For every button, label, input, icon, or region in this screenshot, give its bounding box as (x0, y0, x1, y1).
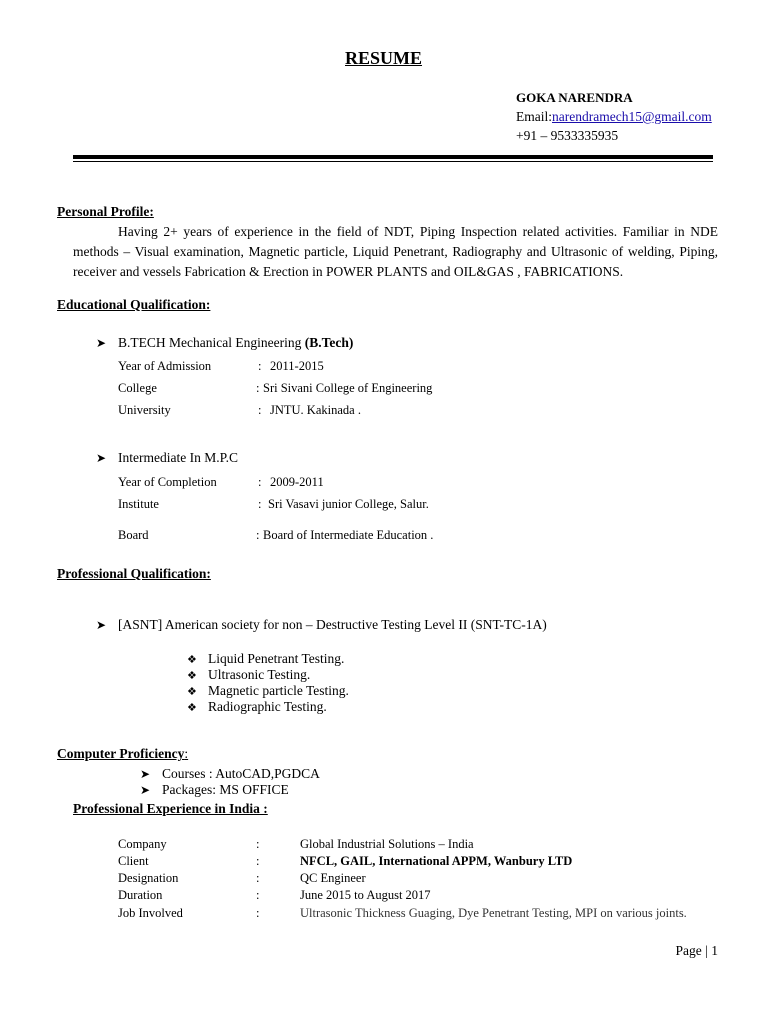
edu-row-sep: : (258, 403, 262, 417)
degree2-title: Intermediate In M.P.C (118, 450, 238, 465)
exp-row-label: Company (118, 837, 167, 851)
test-item (187, 651, 344, 667)
edu-row-sep: : (258, 475, 262, 489)
page-title: RESUME (345, 48, 423, 68)
packages-item (140, 782, 289, 798)
degree1-title-abbr: (B.Tech) (304, 335, 354, 350)
diamond-bullet-icon: ❖ (187, 702, 197, 714)
arrow-bullet-icon: ➤ (96, 618, 107, 632)
edu-row-label: Board (118, 528, 149, 542)
test-item (187, 667, 310, 683)
test-item (187, 699, 327, 715)
courses-text: Courses : AutoCAD,PGDCA (162, 766, 320, 781)
test-label: Liquid Penetrant Testing. (208, 651, 345, 666)
exp-row-sep: : (256, 837, 260, 851)
email-label: Email: (516, 109, 552, 124)
exp-row-value: NFCL, GAIL, International APPM, Wanbury LTD (300, 854, 573, 868)
education-heading: Educational Qualification: (57, 297, 211, 312)
exp-row-value: Ultrasonic Thickness Guaging, Dye Penetrant Testing, MPI on various joints. (300, 906, 687, 920)
arrow-bullet-icon: ➤ (140, 783, 151, 797)
exp-row-sep: : (256, 871, 260, 885)
test-item (187, 683, 349, 699)
edu-row-value: Board of Intermediate Education . (263, 528, 434, 542)
courses-item (140, 766, 320, 782)
edu-row-sep: : (258, 359, 262, 373)
header-divider-thick (73, 155, 713, 159)
edu-row-label: Institute (118, 497, 159, 511)
edu-row-value: Sri Sivani College of Engineering (263, 381, 433, 395)
diamond-bullet-icon: ❖ (187, 654, 197, 666)
arrow-bullet-icon: ➤ (96, 451, 107, 465)
edu-row-sep: : (256, 381, 260, 395)
candidate-name: GOKA NARENDRA (516, 90, 633, 105)
test-label: Ultrasonic Testing. (208, 667, 311, 682)
edu-row-sep: : (258, 497, 262, 511)
edu-row-label: University (118, 403, 171, 417)
page-number: Page | 1 (675, 943, 718, 958)
email-link[interactable]: narendramech15@gmail.com (552, 109, 712, 124)
diamond-bullet-icon: ❖ (187, 670, 197, 682)
exp-row-sep: : (256, 906, 260, 920)
exp-row-sep: : (256, 888, 260, 902)
edu-row-value: JNTU. Kakinada . (270, 403, 361, 417)
phone-number: +91 – 9533335935 (516, 128, 619, 143)
email-line (516, 109, 712, 125)
edu-row-sep: : (256, 528, 260, 542)
edu-row-label: College (118, 381, 157, 395)
test-label: Magnetic particle Testing. (208, 683, 349, 698)
computer-heading-text: Computer Proficiency (57, 746, 185, 761)
degree2-item (96, 450, 238, 466)
edu-row-value: 2009-2011 (270, 475, 324, 489)
computer-heading-colon: : (184, 746, 189, 761)
arrow-bullet-icon: ➤ (96, 336, 107, 350)
arrow-bullet-icon: ➤ (140, 767, 151, 781)
edu-row-value: 2011-2015 (270, 359, 324, 373)
diamond-bullet-icon: ❖ (187, 686, 197, 698)
exp-row-value: QC Engineer (300, 871, 366, 885)
edu-row-label: Year of Completion (118, 475, 217, 489)
computer-heading (57, 746, 209, 762)
professional-heading: Professional Qualification: (57, 566, 211, 581)
asnt-text: [ASNT] American society for non – Destructive Testing Level II (SNT-TC-1A) (118, 617, 547, 632)
exp-row-label: Client (118, 854, 149, 868)
experience-heading: Professional Experience in India : (73, 801, 268, 816)
packages-text: Packages: MS OFFICE (162, 782, 289, 797)
degree1-title: B.TECH Mechanical Engineering (118, 335, 305, 350)
asnt-item (96, 617, 547, 633)
exp-row-label: Designation (118, 871, 179, 885)
exp-row-value: Global Industrial Solutions – India (300, 837, 474, 851)
exp-row-value: June 2015 to August 2017 (300, 888, 431, 902)
test-label: Radiographic Testing. (208, 699, 327, 714)
exp-row-label: Duration (118, 888, 163, 902)
profile-text: Having 2+ years of experience in the field of NDT, Piping Inspection related activities. Familiar in NDE methods – Visual examination, Magnetic particle, Liquid Penetrant, Radiography and Ultrasonic of welding, Piping, receiver and vessels Fabrication & Erection in POWER PLANTS and OIL&GAS , FABRICATIONS. (73, 224, 718, 279)
exp-row-label: Job Involved (118, 906, 183, 920)
degree1-item (96, 335, 353, 351)
header-divider-thin (73, 161, 713, 162)
exp-row-sep: : (256, 854, 260, 868)
edu-row-value: Sri Vasavi junior College, Salur. (268, 497, 429, 511)
edu-row-label: Year of Admission (118, 359, 212, 373)
profile-heading: Personal Profile: (57, 204, 154, 219)
